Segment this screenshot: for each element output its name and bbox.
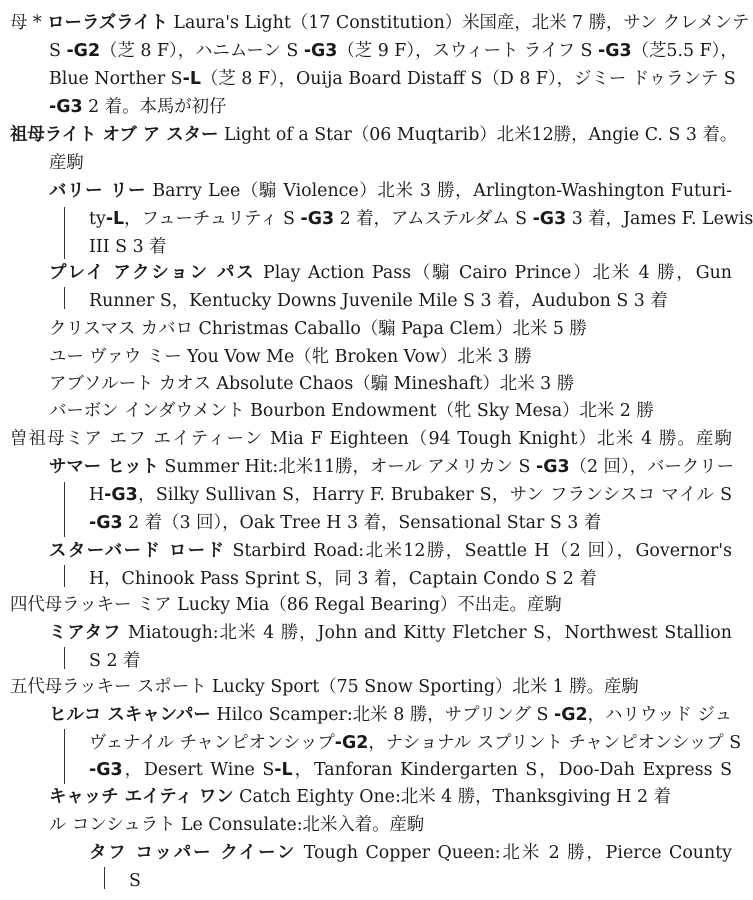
- dam-line-3: Blue Norther S-L（芝 8 F），Ouija Board Distaff S（D 8 F），ジミー ドゥランテ S: [49, 69, 736, 89]
- foal-bar: [64, 207, 65, 259]
- dam-name: ローラズライト: [47, 13, 168, 33]
- foal-hilco-scamper-2: ヴェナイル チャンピオンシップ-G2，ナショナル スプリント チャンピオンシップ S: [89, 733, 742, 753]
- foal-tough-copper-queen-2: S: [129, 871, 141, 891]
- foal-play-action-pass-1: プレイ アクション パス Play Action Pass（騸 Cairo Prince）北米 4 勝，Gun: [49, 263, 733, 283]
- granddam-line-2: 産駒: [49, 153, 84, 173]
- foal-starbird-road-1: スターバード ロード Starbird Road:北米12勝，Seattle H（2 回），Governor's: [49, 541, 733, 561]
- granddam-name: 祖母ライト オブ ア スター: [10, 125, 219, 145]
- foal-summer-hit-1: サマー ヒット Summer Hit:北米11勝，オール アメリカン S -G3（2 回），バークリー: [49, 457, 734, 477]
- foal-bar: [64, 482, 65, 537]
- foal-absolute-chaos: アブソルート カオス Absolute Chaos（騸 Mineshaft）北米 3 勝: [49, 374, 575, 394]
- great-granddam-line: 曽祖母ミア エフ エイティーン Mia F Eighteen（94 Tough Knight）北米 4 勝。産駒: [10, 429, 732, 449]
- foal-starbird-road-2: H，Chinook Pass Sprint S，同 3 着，Captain Condo S 2 着: [89, 569, 597, 589]
- foal-barry-lee-2: ty-L，フューチュリティ S -G3 2 着，アムステルダム S -G3 3 着，James F. Lewis: [89, 209, 753, 229]
- foal-tough-copper-queen-1: タフ コッパー クイーン Tough Copper Queen:北米 2 勝，Pierce County: [89, 843, 733, 863]
- foal-barry-lee-1: バリー リー Barry Lee（騸 Violence）北米 3 勝，Arlington-Washington Futuri-: [49, 181, 732, 201]
- foal-bar: [64, 647, 65, 669]
- fifth-dam-line: 五代母ラッキー スポート Lucky Sport（75 Snow Sporting）北米 1 勝。産駒: [10, 677, 639, 697]
- foal-catch-eighty-one: キャッチ エイティ ワン Catch Eighty One:北米 4 勝，Thanksgiving H 2 着: [49, 787, 671, 807]
- foal-bar: [64, 729, 65, 784]
- foal-bar: [104, 867, 105, 889]
- dam-line-1: 母 * ローラズライト Laura's Light（17 Constitution）米国産，北米 7 勝，サン クレメンテ: [10, 13, 750, 33]
- fourth-dam-line: 四代母ラッキー ミア Lucky Mia（86 Regal Bearing）不出走。産駒: [10, 595, 562, 615]
- granddam-line-1: 祖母ライト オブ ア スター Light of a Star（06 Muqtarib）北米12勝，Angie C. S 3 着。: [10, 125, 738, 145]
- foal-bar: [64, 287, 65, 309]
- foal-miatough-2: S 2 着: [89, 651, 141, 671]
- foal-summer-hit-2: H-G3，Silky Sullivan S，Harry F. Brubaker S，サン フランシスコ マイル S: [89, 485, 732, 505]
- foal-hilco-scamper-3: -G3，Desert Wine S-L，Tanforan Kindergarten S，Doo-Dah Express S: [89, 760, 732, 780]
- foal-summer-hit-3: -G3 2 着（3 回），Oak Tree H 3 着，Sensational Star S 3 着: [89, 513, 602, 533]
- dam-line-4: -G3 2 着。本馬が初仔: [49, 97, 227, 117]
- foal-bar: [64, 565, 65, 587]
- foal-hilco-scamper-1: ヒルコ スキャンパー Hilco Scamper:北米 8 勝，サプリング S -G2，ハリウッド ジュ: [49, 705, 733, 725]
- dam-line-2: S -G2（芝 8 F），ハニムーン S -G3（芝 9 F），スウィート ライフ S -G3（芝5.5 F），: [49, 41, 738, 61]
- foal-you-vow-me: ユー ヴァウ ミー You Vow Me（牝 Broken Vow）北米 3 勝: [49, 347, 532, 367]
- foal-bourbon-endowment: バーボン インダウメント Bourbon Endowment（牝 Sky Mesa）北米 2 勝: [49, 401, 654, 421]
- foal-le-consulate: ル コンシュラト Le Consulate:北米入着。産駒: [49, 815, 425, 835]
- foal-christmas-caballo: クリスマス カバロ Christmas Caballo（騸 Papa Clem）北米 5 勝: [49, 319, 587, 339]
- foal-play-action-pass-2: Runner S，Kentucky Downs Juvenile Mile S 3 着，Audubon S 3 着: [89, 291, 668, 311]
- foal-miatough-1: ミアタフ Miatough:北米 4 勝，John and Kitty Fletcher S，Northwest Stallion: [49, 623, 732, 643]
- foal-barry-lee-3: III S 3 着: [89, 237, 167, 257]
